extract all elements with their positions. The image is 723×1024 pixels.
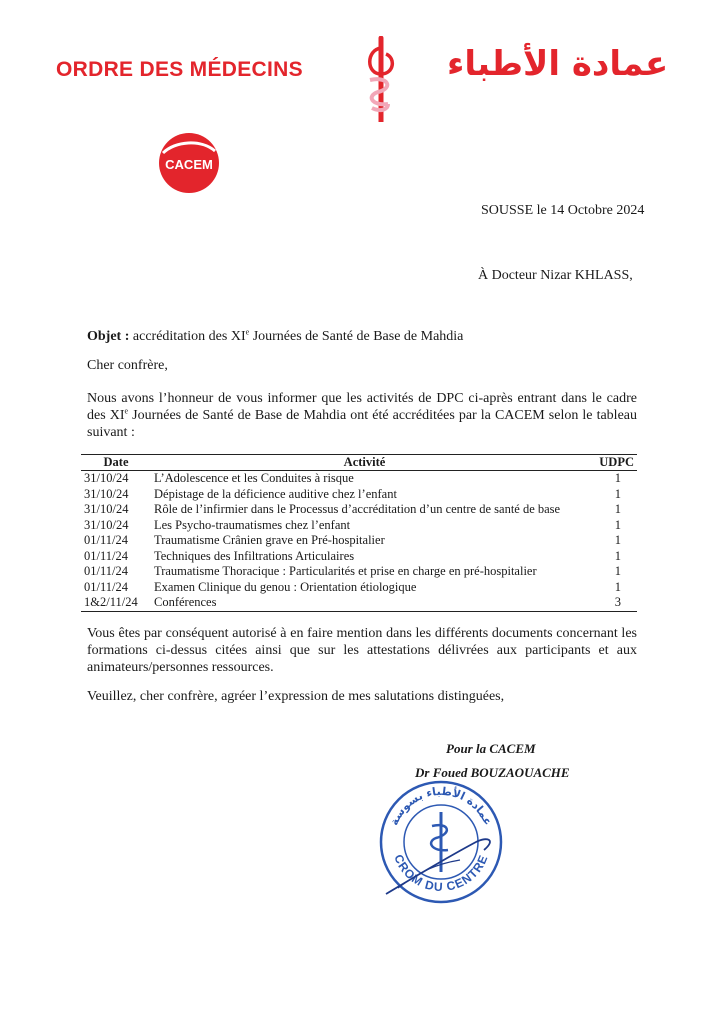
row-date: 1&2/11/24 <box>81 595 151 611</box>
row-date: 01/11/24 <box>84 548 128 563</box>
org-name-ar: عمادة الأطباء <box>447 44 669 84</box>
subject-sup: e <box>245 327 250 337</box>
table-row <box>81 595 637 611</box>
row-udpc: 3 <box>578 595 637 611</box>
table-row <box>81 549 637 565</box>
row-activity: Rôle de l’infirmier dans le Processus d’accréditation d’un centre de santé de base <box>154 502 561 516</box>
table-row <box>81 564 637 580</box>
row-date: 31/10/24 <box>84 486 129 501</box>
row-date: 01/11/24 <box>84 579 128 594</box>
row-udpc: 1 <box>614 579 621 594</box>
signature-org: Pour la CACEM <box>446 741 536 756</box>
intro-sup: e <box>124 406 129 416</box>
subject-label: Objet : <box>87 329 130 344</box>
subject-line <box>87 329 463 345</box>
row-date: 31/10/24 <box>84 502 129 516</box>
caduceus-logo-icon <box>358 36 404 126</box>
table-row <box>81 471 637 487</box>
closing-formula: Veuillez, cher confrère, agréer l’expression de mes salutations distinguées, <box>87 689 505 704</box>
row-udpc: 1 <box>614 502 621 516</box>
recipient: À Docteur Nizar KHLASS, <box>478 268 633 283</box>
cacem-logo-text: CACEM <box>165 157 213 172</box>
row-udpc: 1 <box>614 471 621 485</box>
table-row <box>81 533 637 549</box>
row-date: 01/11/24 <box>84 533 128 547</box>
row-activity: Les Psycho-traumatismes chez l’enfant <box>154 517 351 532</box>
place-date: SOUSSE le 14 Octobre 2024 <box>481 203 645 218</box>
header-activity: Activité <box>151 455 578 471</box>
activities-table <box>81 454 637 612</box>
row-activity: Traumatisme Thoracique : Particularités et prise en charge en pré-hospitalier <box>154 564 537 578</box>
row-activity: Dépistage de la déficience auditive chez l’enfant <box>154 486 397 501</box>
row-activity: L’Adolescence et les Conduites à risque <box>154 471 354 485</box>
stamp-text-top: عمادة الأطباء بسوسة <box>387 784 495 828</box>
intro-paragraph <box>87 390 637 441</box>
subject-text-post: Journées de Santé de Base de Mahdia <box>252 329 464 344</box>
row-udpc: 1 <box>614 486 621 501</box>
row-udpc: 1 <box>614 517 621 532</box>
row-date: 31/10/24 <box>84 471 129 485</box>
official-stamp <box>376 776 506 911</box>
header-udpc: UDPC <box>578 455 637 471</box>
table-row <box>81 487 637 503</box>
row-date: 01/11/24 <box>84 564 128 578</box>
intro-post: Journées de Santé de Base de Mahdia ont été accréditées par la CACEM selon le tableau suivant : <box>87 408 637 440</box>
header-date: Date <box>81 455 151 471</box>
row-udpc: 1 <box>614 564 621 578</box>
table-row <box>81 518 637 534</box>
row-activity: Conférences <box>151 595 578 611</box>
row-activity: Techniques des Infiltrations Articulaires <box>154 548 355 563</box>
table-row <box>81 580 637 596</box>
cacem-logo <box>157 131 221 195</box>
row-udpc: 1 <box>614 548 621 563</box>
table-header-row <box>81 455 637 471</box>
subject-text-pre: accréditation des XI <box>132 329 246 344</box>
stamp-text-bottom: CROM DU CENTRE <box>391 852 491 895</box>
row-udpc: 1 <box>614 533 621 547</box>
row-activity: Examen Clinique du genou : Orientation étiologique <box>154 579 417 594</box>
row-date: 31/10/24 <box>84 517 129 532</box>
table-row <box>81 502 637 518</box>
signature-name: Dr Foued BOUZAOUACHE <box>415 765 570 780</box>
greeting: Cher confrère, <box>87 358 168 373</box>
org-name-fr: ORDRE DES MÉDECINS <box>56 58 303 81</box>
row-activity: Traumatisme Crânien grave en Pré-hospitalier <box>154 533 385 547</box>
intro-pre: Nous avons l’honneur de vous informer que les activités de DPC ci-après entrant dans le cadre des XI <box>87 391 637 423</box>
body-paragraph: Vous êtes par conséquent autorisé à en faire mention dans les différents documents concernant les formations ci-dessus citées ainsi que sur les attestations délivrées aux participants et aux animateurs/personnes ressources. <box>87 626 637 675</box>
